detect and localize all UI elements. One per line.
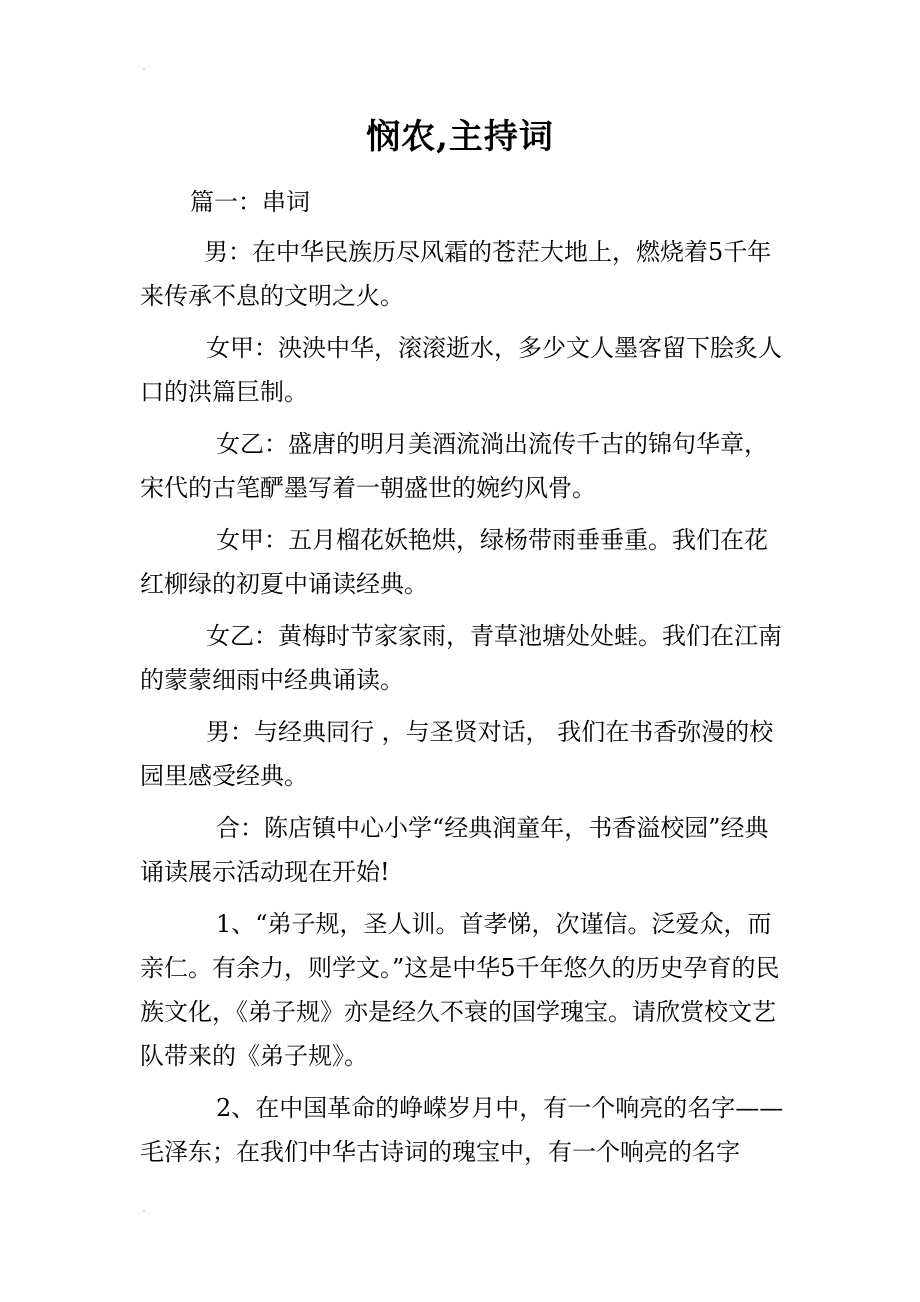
scan-speck [143,68,145,70]
document-title: 悯农,主持词 [366,117,554,157]
paragraph: 女乙：黄梅时节家家雨，青草池塘处处蛙。我们在江南的蒙蒙细雨中经典诵读。 [140,622,782,694]
scan-speck [143,1210,145,1212]
section-heading: 篇一：串词 [190,188,310,216]
document-body [140,180,790,1182]
paragraph: 女甲：泱泱中华，滚滚逝水，多少文人墨客留下脍炙人口的洪篇巨制。 [140,334,782,406]
paragraph: 1、“弟子规，圣人训。首孝悌，次谨信。泛爱众，而亲仁。有余力，则学文。”这是中华5千年悠久的历史孕育的民族文化，《弟子规》亦是经久不衰的国学瑰宝。请欣赏校文艺队带来的《弟子规》。 [140,910,780,1070]
paragraph: 合：陈店镇中心小学“经典润童年，书香溢校园”经典诵读展示活动现在开始! [140,814,769,886]
paragraph: 女乙：盛唐的明月美酒流淌出流传千古的锦句华章，宋代的古笔酽墨写着一朝盛世的婉约风骨。 [140,430,768,502]
paragraph: 男：在中华民族历尽风霜的苍茫大地上，燃烧着5千年来传承不息的文明之火。 [140,238,772,310]
paragraph: 2、在中国革命的峥嵘岁月中，有一个响亮的名字——毛泽东；在我们中华古诗词的瑰宝中，有一个响亮的名字 [140,1094,784,1166]
paragraph: 女甲：五月榴花妖艳烘，绿杨带雨垂垂重。我们在花红柳绿的初夏中诵读经典。 [140,526,768,598]
paragraph: 男：与经典同行 ，与圣贤对话， 我们在书香弥漫的校园里感受经典。 [140,718,774,790]
